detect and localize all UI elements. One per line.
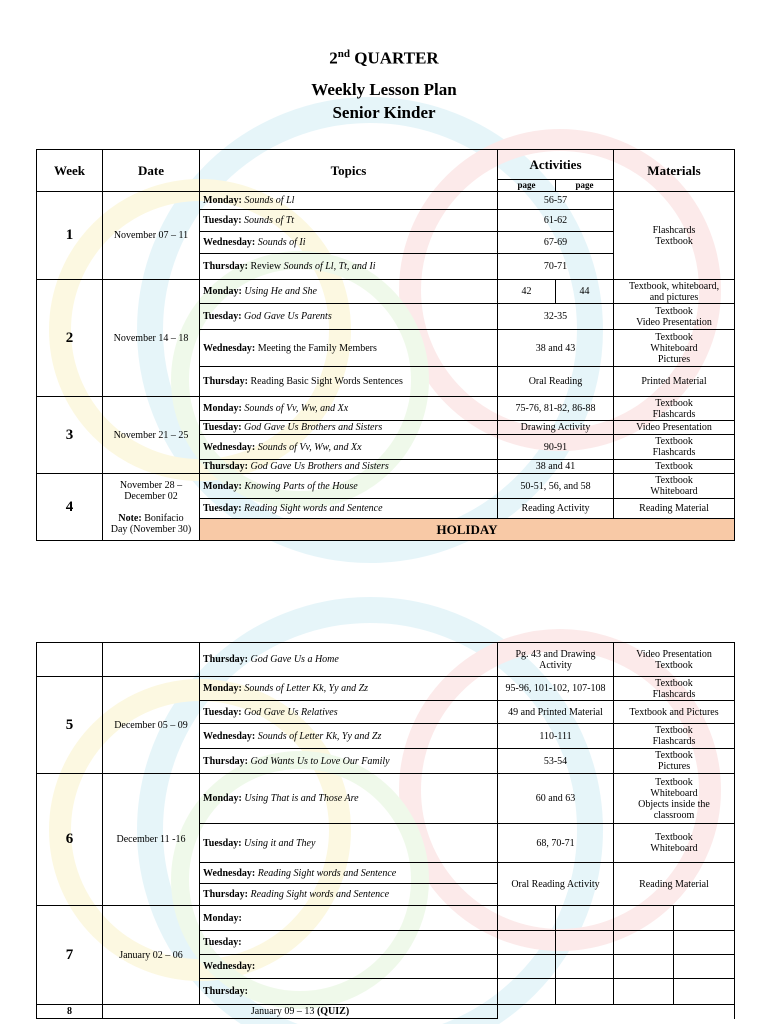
topic-cell [200, 884, 498, 906]
material-line: Textbook, whiteboard, [628, 280, 720, 292]
topic-text: Sounds of Ll, Tt, and Ii [283, 261, 376, 272]
material-line: classroom [653, 809, 695, 821]
materials-header: Materials [614, 150, 735, 192]
topic-text: Reading Sight words and Sentence [257, 867, 397, 879]
empty-cell [556, 979, 614, 1005]
table-row [37, 192, 735, 210]
material-line: Textbook [655, 750, 693, 761]
topic-cell [200, 474, 498, 499]
material-line: Textbook [655, 725, 693, 736]
materials-cell [614, 749, 735, 774]
empty-cell [674, 931, 735, 955]
quarter-suffix: nd [337, 48, 351, 60]
materials-cell [614, 774, 735, 824]
day-label: Tuesday: [203, 837, 242, 849]
materials-cell [614, 397, 735, 421]
topic-cell [200, 210, 498, 232]
topic-cell [200, 499, 498, 519]
activity-cell: Drawing Activity [498, 421, 614, 435]
material-line: Textbook [655, 475, 693, 486]
week-date: January 02 – 06 [103, 906, 200, 1005]
materials-cell [614, 192, 735, 280]
topic-text: God Gave Us Brothers and Sisters [244, 422, 383, 433]
topic-text: Sounds of Vv, Ww, and Xx [244, 403, 349, 414]
materials-cell [614, 435, 735, 460]
topic-text: Sounds of Ii [257, 237, 306, 248]
materials-cell [614, 724, 735, 749]
week-date: December 11 -16 [103, 774, 200, 906]
empty-cell [498, 906, 556, 931]
topic-text: God Gave Us a Home [250, 654, 339, 665]
materials-cell [614, 304, 735, 330]
date-header: Date [103, 150, 200, 192]
topic-cell [200, 774, 498, 824]
activities-header: Activities [498, 150, 614, 180]
week-number: 4 [37, 474, 103, 541]
table-row [37, 474, 735, 499]
table-row [37, 677, 735, 701]
table-row [37, 643, 735, 677]
empty-cell [614, 931, 674, 955]
material-line: Textbook [655, 776, 693, 788]
date-text: January 09 – 13 [250, 1006, 315, 1017]
activity-cell: 49 and Printed Material [498, 701, 614, 724]
empty-cell [556, 906, 614, 931]
grade-title: Senior Kinder [332, 103, 436, 122]
week-date [103, 1005, 498, 1019]
note-text: Day (November 30) [110, 523, 192, 535]
week-number: 3 [37, 397, 103, 474]
activity-cell [498, 643, 614, 677]
empty-cell [674, 906, 735, 931]
table-row [37, 397, 735, 421]
week-number: 2 [37, 280, 103, 397]
day-label: Monday: [203, 403, 242, 414]
plan-title: Weekly Lesson Plan [311, 80, 457, 99]
material-line: Textbook [655, 832, 693, 843]
topic-text: Sounds of Tt [244, 215, 295, 226]
topic-text: God Wants Us to Love Our Family [250, 755, 390, 767]
week-number [37, 643, 103, 677]
empty-cell [556, 955, 614, 979]
date-line: December 02 [124, 490, 178, 502]
material-line: Whiteboard [650, 787, 698, 799]
empty-cell [614, 906, 674, 931]
quiz-label: (QUIZ) [316, 1006, 350, 1017]
topic-cell [200, 824, 498, 863]
activity-cell: 70-71 [498, 254, 614, 280]
topic-text: Using That is and Those Are [244, 793, 359, 804]
topic-cell [200, 304, 498, 330]
quarter-word: QUARTER [354, 48, 439, 68]
empty-cell [498, 1005, 735, 1019]
week-date: November 07 – 11 [103, 192, 200, 280]
day-label: Wednesday: [203, 867, 256, 879]
topic-text: Meeting the Family Members [257, 342, 377, 354]
day-label: Monday: [203, 480, 242, 492]
week-header: Week [37, 150, 103, 192]
activity-cell: 61-62 [498, 210, 614, 232]
topic-text: Reading Basic Sight Words Sentences [250, 376, 403, 387]
material-line: Textbook [655, 659, 693, 671]
date-line: November 28 – [119, 479, 183, 491]
table-row [37, 280, 735, 304]
activity-cell: 53-54 [498, 749, 614, 774]
empty-cell [498, 979, 556, 1005]
week-date: November 21 – 25 [103, 397, 200, 474]
activity-cell: 32-35 [498, 304, 614, 330]
topic-cell [200, 749, 498, 774]
topic-cell [200, 330, 498, 367]
activity-cell: 38 and 43 [498, 330, 614, 367]
quarter-heading [0, 48, 768, 69]
week-number: 7 [37, 906, 103, 1005]
materials-cell: Printed Material [614, 367, 735, 397]
topic-text: Sounds of Ll [244, 195, 295, 206]
day-label: Thursday: [203, 755, 249, 767]
empty-cell [498, 955, 556, 979]
week-date: November 14 – 18 [103, 280, 200, 397]
day-label: Thursday: [203, 889, 249, 900]
activity-cell: 95-96, 101-102, 107-108 [498, 677, 614, 701]
day-label: Wednesday: [200, 955, 498, 979]
material-line: Textbook [655, 677, 693, 689]
materials-cell [614, 330, 735, 367]
day-label: Thursday: [203, 654, 249, 665]
material-line: Textbook [655, 397, 693, 409]
topic-cell [200, 677, 498, 701]
materials-cell: Video Presentation [614, 421, 735, 435]
empty-cell [498, 931, 556, 955]
activity-cell: 60 and 63 [498, 774, 614, 824]
topic-text: Knowing Parts of the House [244, 480, 358, 492]
topic-cell [200, 280, 498, 304]
material-line: Flashcards [652, 408, 696, 420]
day-label: Tuesday: [200, 931, 498, 955]
material-line: Pictures [657, 761, 691, 772]
activity-cell: 68, 70-71 [498, 824, 614, 863]
material-line: Textbook [655, 235, 693, 247]
materials-cell [614, 280, 735, 304]
activity-cell: 42 [498, 280, 556, 304]
table-row [37, 774, 735, 824]
holiday-banner: HOLIDAY [200, 519, 735, 541]
topic-text: Sounds of Letter Kk, Yy and Zz [257, 730, 382, 742]
material-line: Flashcards [652, 447, 696, 458]
day-label: Monday: [203, 793, 242, 804]
material-line: Whiteboard [650, 486, 698, 497]
day-label: Wednesday: [203, 237, 256, 248]
materials-cell [614, 824, 735, 863]
material-line: Video Presentation [636, 316, 712, 328]
lesson-table-2 [36, 642, 735, 1019]
topic-text: Reading Sight words and Sentence [250, 889, 390, 900]
week-number: 6 [37, 774, 103, 906]
material-line: Textbook [655, 331, 693, 343]
header-row [37, 150, 735, 180]
activity-cell: 50-51, 56, and 58 [498, 474, 614, 499]
material-line: Textbook [655, 305, 693, 317]
quarter-number: 2 [329, 48, 338, 68]
activity-cell: Reading Activity [498, 499, 614, 519]
topic-cell [200, 367, 498, 397]
materials-cell: Textbook [614, 460, 735, 474]
material-line: Whiteboard [650, 342, 698, 354]
topic-text: Sounds of Letter Kk, Yy and Zz [244, 683, 369, 694]
day-label: Thursday: [203, 461, 249, 472]
day-label: Tuesday: [203, 706, 242, 718]
day-label: Tuesday: [203, 215, 242, 226]
empty-cell [556, 931, 614, 955]
week-date [103, 474, 200, 541]
activity-cell: Oral Reading [498, 367, 614, 397]
week-date [103, 643, 200, 677]
topic-cell [200, 724, 498, 749]
topic-text: Reading Sight words and Sentence [244, 503, 383, 514]
topic-cell [200, 232, 498, 254]
week-number: 5 [37, 677, 103, 774]
empty-cell [674, 979, 735, 1005]
day-label: Tuesday: [203, 503, 242, 514]
material-line: and pictures [649, 291, 699, 303]
empty-cell [614, 979, 674, 1005]
day-label: Tuesday: [203, 311, 242, 322]
day-label: Monday: [200, 906, 498, 931]
page-subheader: page [556, 180, 614, 192]
empty-cell [674, 955, 735, 979]
table-row [37, 906, 735, 931]
material-line: Pictures [657, 353, 691, 365]
activity-cell: 56-57 [498, 192, 614, 210]
topic-cell [200, 643, 498, 677]
activity-cell: 90-91 [498, 435, 614, 460]
topic-cell [200, 460, 498, 474]
topic-text: Using He and She [244, 286, 317, 297]
material-line: Textbook [655, 436, 693, 447]
materials-cell [614, 474, 735, 499]
topic-cell [200, 192, 498, 210]
week-number: 8 [37, 1005, 103, 1019]
material-line: Flashcards [652, 224, 696, 236]
topics-header: Topics [200, 150, 498, 192]
empty-cell [614, 955, 674, 979]
topic-text: Sounds of Vv, Ww, and Xx [257, 441, 362, 453]
table-row [37, 1005, 735, 1019]
day-label: Wednesday: [203, 730, 256, 742]
day-label: Monday: [203, 195, 242, 206]
activity-cell: 75-76, 81-82, 86-88 [498, 397, 614, 421]
day-label: Monday: [203, 286, 242, 297]
day-label: Wednesday: [203, 342, 256, 354]
materials-cell: Reading Material [614, 863, 735, 906]
materials-cell: Textbook and Pictures [614, 701, 735, 724]
topic-cell [200, 397, 498, 421]
activity-cell: Oral Reading Activity [498, 863, 614, 906]
material-line: Objects inside the [638, 798, 710, 810]
note-text: Bonifacio [144, 512, 184, 524]
day-label: Tuesday: [203, 422, 242, 433]
activity-cell: 67-69 [498, 232, 614, 254]
material-line: Flashcards [652, 736, 696, 747]
note-label: Note: [118, 512, 142, 524]
day-label: Thursday: [203, 261, 249, 272]
week-number: 1 [37, 192, 103, 280]
material-line: Whiteboard [650, 843, 698, 854]
topic-text: God Gave Us Brothers and Sisters [250, 461, 389, 472]
activity-line: Activity [539, 659, 572, 671]
activity-cell: 38 and 41 [498, 460, 614, 474]
material-line: Flashcards [652, 688, 696, 700]
materials-cell [614, 643, 735, 677]
day-label: Monday: [203, 683, 242, 694]
topic-cell [200, 863, 498, 884]
material-line: Video Presentation [636, 648, 712, 660]
activity-line: Pg. 43 and Drawing [515, 648, 596, 660]
topic-cell [200, 435, 498, 460]
topic-text: God Gave Us Relatives [244, 706, 338, 718]
materials-cell [614, 677, 735, 701]
day-label: Thursday: [200, 979, 498, 1005]
topic-prefix: Review [250, 261, 282, 272]
lesson-table-1 [36, 149, 735, 541]
week-date: December 05 – 09 [103, 677, 200, 774]
materials-cell: Reading Material [614, 499, 735, 519]
topic-cell [200, 254, 498, 280]
topic-cell [200, 421, 498, 435]
topic-text: God Gave Us Parents [244, 311, 332, 322]
day-label: Wednesday: [203, 441, 256, 453]
topic-cell [200, 701, 498, 724]
activity-cell: 110-111 [498, 724, 614, 749]
day-label: Thursday: [203, 376, 249, 387]
topic-text: Using it and They [244, 837, 316, 849]
page-subheader: page [498, 180, 556, 192]
activity-cell: 44 [556, 280, 614, 304]
